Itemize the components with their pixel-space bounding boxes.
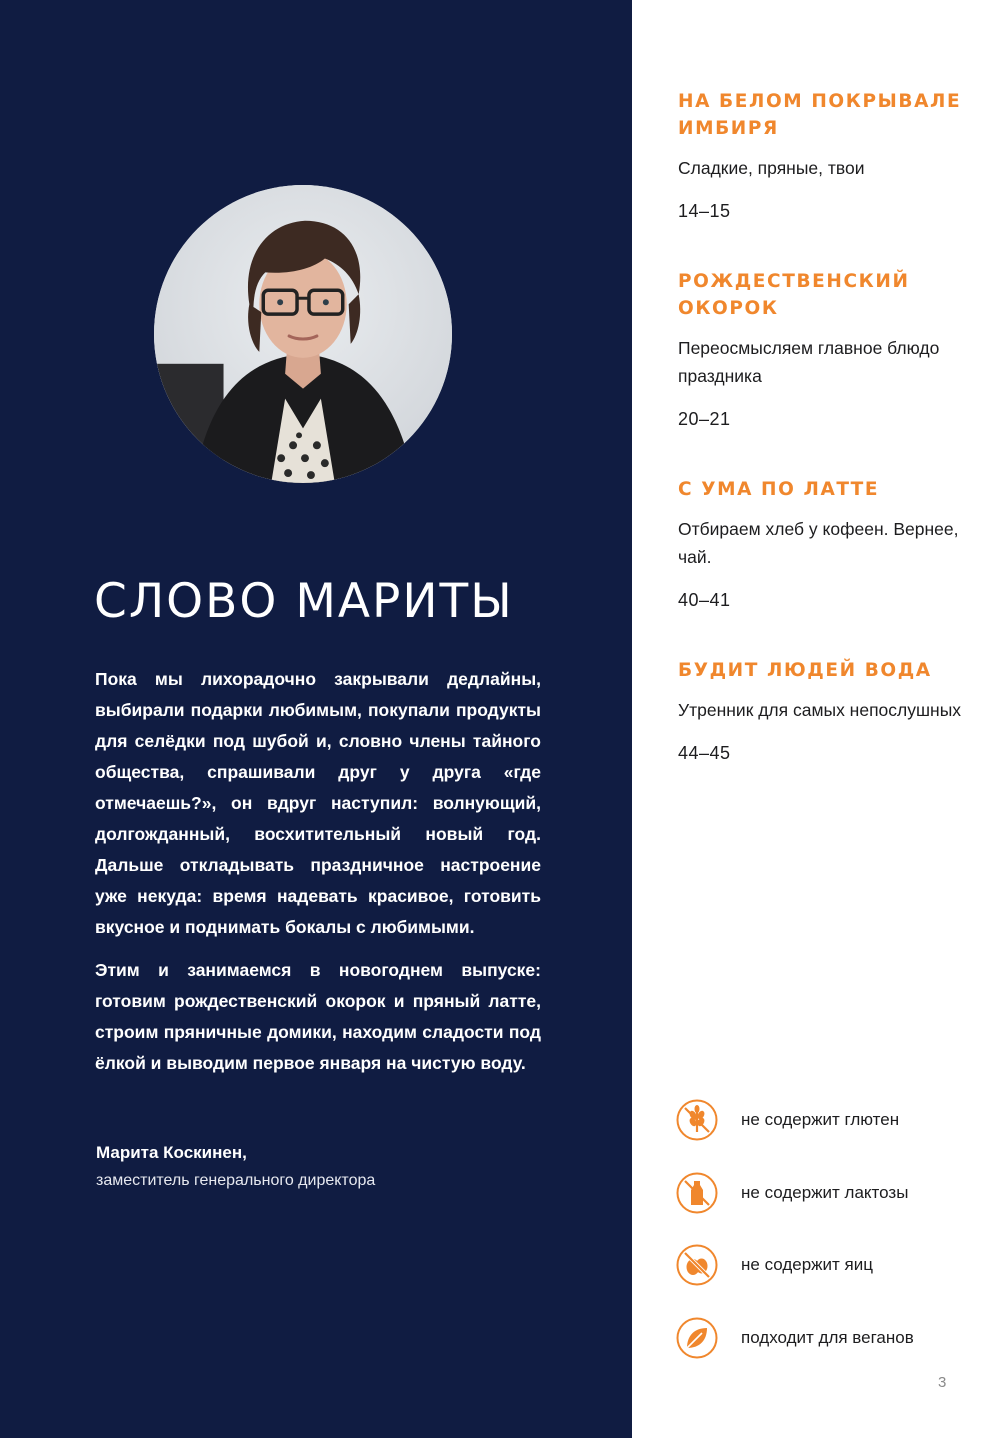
page-number: 3 [938, 1374, 947, 1391]
gluten-free-icon [676, 1099, 718, 1141]
legend-item [676, 1098, 976, 1142]
legend-item [676, 1316, 976, 1360]
contents-item-title: БУДИТ ЛЮДЕЙ ВОДА [678, 660, 932, 681]
contents-item-description: Переосмысляем главное блюдо праздника [678, 338, 940, 386]
contents-item[interactable] [678, 88, 968, 224]
contents-item-description: Утренник для самых непослушных [678, 700, 962, 720]
contents-item-pages: 14–15 [678, 201, 731, 221]
egg-free-icon [676, 1244, 718, 1286]
diet-legend [676, 1098, 976, 1388]
legend-label: подходит для веганов [741, 1327, 914, 1347]
contents-item-pages: 40–41 [678, 590, 731, 610]
legend-label: не содержит лактозы [741, 1182, 909, 1202]
legend-label: не содержит яиц [741, 1255, 873, 1274]
signature [96, 1140, 396, 1193]
legend-item [676, 1243, 976, 1287]
contents-item-pages: 20–21 [678, 409, 731, 429]
contents-item[interactable] [678, 657, 968, 766]
legend-label: не содержит глютен [741, 1110, 900, 1129]
contents-item-description: Сладкие, пряные, твои [678, 158, 865, 178]
editorial-text [95, 664, 541, 1091]
contents-list [678, 88, 968, 810]
contents-item-title: С УМА ПО ЛАТТЕ [678, 479, 880, 500]
legend-item [676, 1171, 976, 1215]
contents-item[interactable] [678, 476, 968, 613]
editorial-title: СЛОВО МАРИТЫ [94, 574, 514, 629]
contents-item-pages: 44–45 [678, 743, 731, 763]
editorial-paragraph: Пока мы лихорадочно закрывали дедлайны, выбирали подарки любимым, покупали продукты для селёдки под шубой и, словно члены тайного общества, спрашивали друг у друга «где отмечаешь?», он вдруг наступил: волнующий, долгожданный, восхитительный новый год. Дальше откладывать праздничное настроение уже некуда: время надевать красивое, готовить вкусное и поднимать бокалы с любимыми. [95, 669, 541, 937]
lactose-free-icon [676, 1172, 718, 1214]
contents-item-title: НА БЕЛОМ ПОКРЫВАЛЕ ИМБИРЯ [678, 91, 962, 139]
editorial-paragraph: Этим и занимаемся в новогоднем выпуске: готовим рождественский окорок и пряный латте, строим пряничные домики, находим сладости под ёлкой и выводим первое января на чистую воду. [95, 960, 541, 1073]
contents-item[interactable] [678, 268, 968, 432]
signature-name: Марита Коскинен, [96, 1143, 247, 1162]
contents-item-title: РОЖДЕСТВЕНСКИЙ ОКОРОК [678, 271, 910, 319]
vegan-leaf-icon [676, 1317, 718, 1359]
contents-item-description: Отбираем хлеб у кофеен. Вернее, чай. [678, 519, 959, 567]
author-portrait [154, 185, 452, 483]
signature-role: заместитель генерального директора [96, 1172, 376, 1189]
